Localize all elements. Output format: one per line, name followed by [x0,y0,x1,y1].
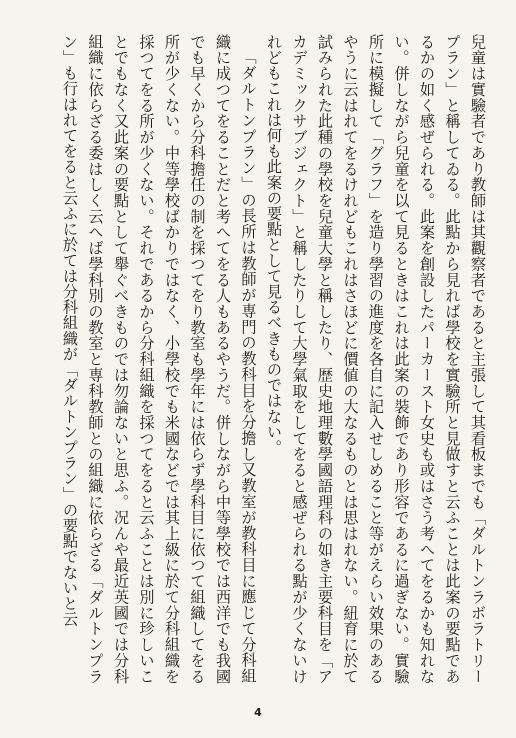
vertical-text-block [30,34,490,684]
page-number: 4 [254,706,262,719]
paragraph-2: 「ダルトンプラン」の長所は教師が専門の教科目を分擔し又教室が教科目に應じて分科組織に成つてをることだと考へてをる人もあるやうだ。併しながら中等學校では西洋でも我國でも早くから分科擔任の制を採つてをり教室も學年には依らず學科目に依つて組織してをる所が少くない。中等學校ばかりではなく、小學校でも米國などでは其上級に於て分科組織を採つてをる所が少くない。それであるから分科組織を採つてをると云ふことは別に珍しいことでもなく又此案の要點として舉ぐべきものでは勿論ないと思ふ。况んや最近英國では分科組織に依らざる委はしく云へば學科別の教室と専科教師との組織に依らざる「ダルトンプラン」も行はれてをると云ふに於ては分科組織が「ダルトンプラン」の要點でないと云 [61,34,258,684]
paragraph-1: 兒童は實驗者であり教師は其觀察者であると主張して其看板までも「ダルトンラボラトリープラン」と稱してゐる。此點から見れば學校を實驗所と見做すと云ふことは此案の要點であるかの如く感ぜられる。此案を創設したパーカースト女史も或はさう考へてをるかも知れない。併しながら兒童を以て見るときはこれは此案の裝飾であり形容であるに過ぎない。實驗所に模擬して「グラフ」を造り學習の進度を各自に記入せしめること等がえらい效果のあるやうに云はれてをるけれどもこれはさほどに價値の大なるものとは思はれない。紐育に於て試みられた此種の學校を兒童大學と稱したり、歴史地理數學國語理科の如き主要科目を「アカデミックサブジェクト」と稱したりして大學氣取をしてをると感ぜられる點が少くないけれどもこれは何も此案の要點として見るべきものではない。 [265,34,487,684]
